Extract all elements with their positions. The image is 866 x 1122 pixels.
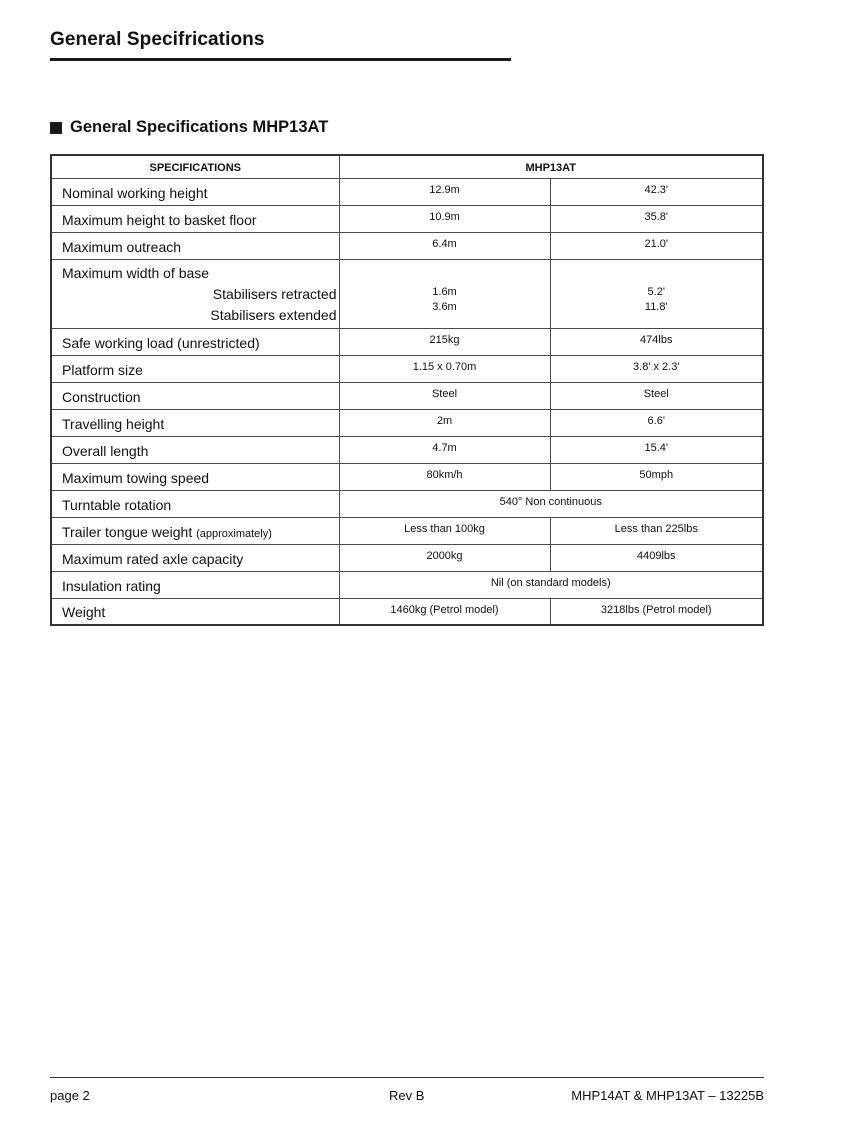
metric-value: 80km/h [339,463,550,490]
spec-label: Maximum rated axle capacity [51,544,339,571]
page-number: page 2 [50,1088,90,1103]
table-row [51,571,763,598]
table-row [51,517,763,544]
table-row [51,544,763,571]
table-row [51,328,763,355]
metric-value: 12.9m [339,178,550,205]
combined-value: 540° Non continuous [339,490,763,517]
spec-label: Travelling height [51,409,339,436]
spec-label: Safe working load (unrestricted) [51,328,339,355]
metric-value: 1.15 x 0.70m [339,355,550,382]
spec-label: Insulation rating [51,571,339,598]
metric-value: 215kg [339,328,550,355]
document-id: MHP14AT & MHP13AT – 13225B [571,1088,764,1103]
table-row [51,205,763,232]
metric-value: 2m [339,409,550,436]
imperial-value: Less than 225lbs [550,517,763,544]
metric-value: 10.9m [339,205,550,232]
combined-value: Nil (on standard models) [339,571,763,598]
table-row [51,232,763,259]
table-header-row [51,155,763,178]
imperial-value: 4409lbs [550,544,763,571]
imperial-value: 474lbs [550,328,763,355]
metric-value: 1460kg (Petrol model) [339,598,550,625]
column-header-specifications: SPECIFICATIONS [51,155,339,178]
metric-value-group [339,259,550,328]
spec-label: Nominal working height [51,178,339,205]
imperial-value: Steel [550,382,763,409]
spec-sublabel-retracted: Stabilisers retracted [212,285,337,302]
metric-value: Steel [339,382,550,409]
imperial-value: 35.8' [550,205,763,232]
table-row [51,598,763,625]
revision-label: Rev B [389,1088,425,1103]
metric-value: 2000kg [339,544,550,571]
metric-value-retracted: 1.6m [432,285,457,298]
spec-label: Maximum towing speed [51,463,339,490]
imperial-value: 21.0' [550,232,763,259]
imperial-value: 6.6' [550,409,763,436]
table-row [51,436,763,463]
metric-value: 6.4m [339,232,550,259]
spec-label: Maximum width of base [62,264,210,281]
metric-value: 4.7m [339,436,550,463]
imperial-value-retracted: 5.2' [647,285,665,298]
spec-label: Maximum height to basket floor [51,205,339,232]
table-row [51,409,763,436]
column-header-model: MHP13AT [339,155,763,178]
spec-label: Weight [51,598,339,625]
table-row [51,382,763,409]
imperial-value: 42.3' [550,178,763,205]
imperial-value-extended: 11.8' [644,300,668,313]
specifications-table [50,154,764,626]
table-row [51,259,763,328]
page-title: General Specifrications [50,29,265,50]
imperial-value: 3.8' x 2.3' [550,355,763,382]
spec-label: Overall length [51,436,339,463]
metric-value: Less than 100kg [339,517,550,544]
spec-label: Turntable rotation [51,490,339,517]
metric-value-extended: 3.6m [432,300,457,313]
spec-label: Maximum outreach [51,232,339,259]
imperial-value-group [550,259,763,328]
section-title: General Specifications MHP13AT [70,118,329,136]
imperial-value: 50mph [550,463,763,490]
table-row [51,355,763,382]
square-bullet-icon [50,122,62,134]
spec-label: Construction [51,382,339,409]
spec-label: Platform size [51,355,339,382]
title-underline [50,58,511,61]
spec-label: Trailer tongue weight [62,523,193,540]
imperial-value: 15.4' [550,436,763,463]
spec-label-group [51,517,339,544]
spec-label-note: (approximately) [196,527,272,540]
table-row [51,490,763,517]
imperial-value: 3218lbs (Petrol model) [550,598,763,625]
table-row [51,463,763,490]
section-heading [50,118,328,137]
footer-rule [50,1077,764,1078]
spec-label-group [51,259,339,328]
table-row [51,178,763,205]
spec-sublabel-extended: Stabilisers extended [210,306,337,323]
